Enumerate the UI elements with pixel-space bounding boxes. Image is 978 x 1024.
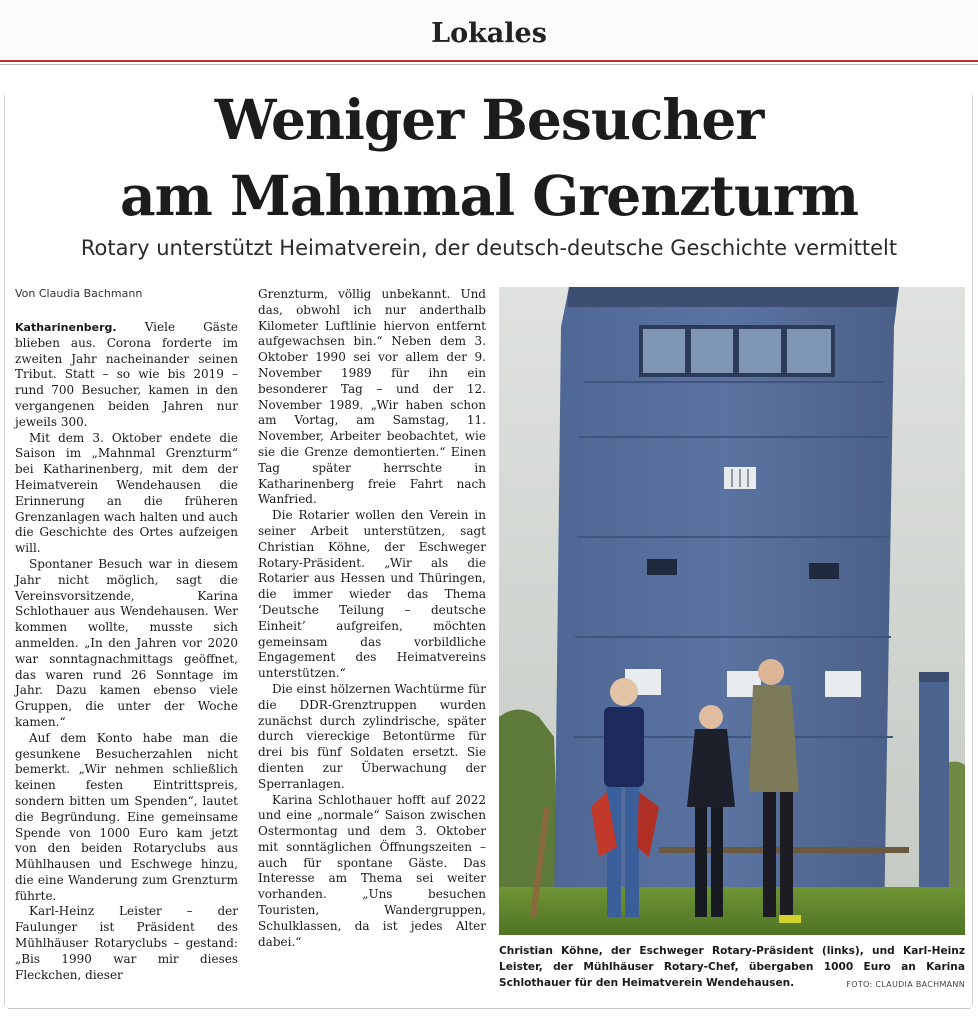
paragraph: Karl-Heinz Leister – der Faulunger ist Präsident des Mühlhäuser Rotaryclubs – gestand: „Bis 1990 war mir dieses Fleckchen, dieser	[15, 904, 238, 982]
photo-credit: FOTO: CLAUDIA BACHMANN	[846, 980, 965, 989]
byline: Von Claudia Bachmann	[15, 287, 143, 300]
subheadline: Rotary unterstützt Heimatverein, der deutsch-deutsche Geschichte vermittelt	[80, 236, 898, 260]
section-rule-thin	[0, 64, 978, 65]
headline	[0, 82, 978, 234]
article-column-1	[15, 320, 238, 983]
headline-line-2: am Mahnmal Grenzturm	[119, 163, 859, 228]
paragraph	[15, 320, 238, 431]
headline-line-1: Weniger Besucher	[214, 87, 764, 152]
section-rule	[0, 60, 978, 62]
caption-text: Christian Köhne, der Eschweger Rotary-Präsident (links), und Karl-Heinz Leister, der Mühlhäuser Rotary-Chef, übergaben 1000 Euro an Karina Schlothauer für den Heimatverein Wendehausen.	[499, 945, 965, 989]
article-column-2	[258, 287, 486, 950]
section-title: Lokales	[431, 18, 547, 49]
paragraph: Spontaner Besuch war in diesem Jahr nicht möglich, sagt die Vereinsvorsitzende, Karina Schlothauer aus Wendehausen. Wer kommen wollte, musste sich anmelden. „In den Jahren vor 2020 war sonntagnachmittags geöffnet, das waren rund 26 Sonntage im Jahr. Dazu kamen ebenso viele Gruppen, die unter der Woche kamen.“	[15, 556, 238, 729]
paragraph: Auf dem Konto habe man die gesunkene Besucherzahlen nicht bemerkt. „Wir nehmen schließlich keinen festen Eintrittspreis, sondern bitten um Spenden“, lautet die Begründung. Eine gemeinsame Spende von 1000 Euro kam jetzt von den beiden Rotaryclubs aus Mühlhausen und Eschwege hinzu, die eine Wanderung zum Grenzturm führte.	[15, 730, 238, 903]
photo-caption	[499, 943, 965, 993]
dateline: Katharinenberg.	[15, 321, 117, 334]
paragraph: Mit dem 3. Oktober endete die Saison im „Mahnmal Grenzturm“ bei Katharinenberg, mit dem der Heimatverein Wendehausen die Erinnerung an die früheren Grenzanlagen wach halten und auch die Geschichte des Ortes aufzeigen will.	[15, 430, 238, 556]
paragraph: Grenzturm, völlig unbekannt. Und das, obwohl ich nur anderthalb Kilometer Luftlinie hiervon entfernt aufgewachsen bin.“ Neben dem 3. Oktober 1990 sei vor allem der 9. November 1989 für ihn ein besonderer Tag – und der 12. November 1989. „Wir haben schon am Vortag, am Samstag, 11. November, Arbeiter beobachtet, wie sie die Grenze demontierten.“ Einen Tag später herrschte in Katharinenberg freie Fahrt nach Wanfried.	[258, 287, 486, 507]
paragraph-text: Viele Gäste blieben aus. Corona forderte im zweiten Jahr nacheinander seinen Tribut. Statt – so wie bis 2019 – rund 700 Besucher, kamen in den vergangenen beiden Jahren nur jeweils 300.	[15, 320, 238, 429]
paragraph: Karina Schlothauer hofft auf 2022 und eine „normale“ Saison zwischen Ostermontag und dem 3. Oktober mit sonntäglichen Öffnungszeiten – auch für spontane Gäste. Das Interesse am Thema sei weiter vorhanden. „Uns besuchen Touristen, Wandergruppen, Schulklassen, da ist jedes Alter dabei.“	[258, 792, 486, 949]
paragraph: Die einst hölzernen Wachtürme für die DDR-Grenztruppen wurden zunächst durch zylindrische, später durch viereckige Betontürme für drei bis fünf Soldaten ersetzt. Sie dienten zur Überwachung der Sperranlagen.	[258, 681, 486, 791]
paragraph: Die Rotarier wollen den Verein in seiner Arbeit unterstützen, sagt Christian Köhne, der Eschweger Rotary-Präsident. „Wir als die Rotarier aus Hessen und Thüringen, die immer wieder das Thema ‘Deutsche Teilung – deutsche Einheit’ aufgreifen, möchten gemeinsam das vorbildliche Engagement des Heimatvereins unterstützen.“	[258, 508, 486, 681]
watchtower-photo	[499, 287, 965, 935]
page-bottom-rule	[8, 1008, 970, 1009]
article-photo	[499, 287, 965, 935]
